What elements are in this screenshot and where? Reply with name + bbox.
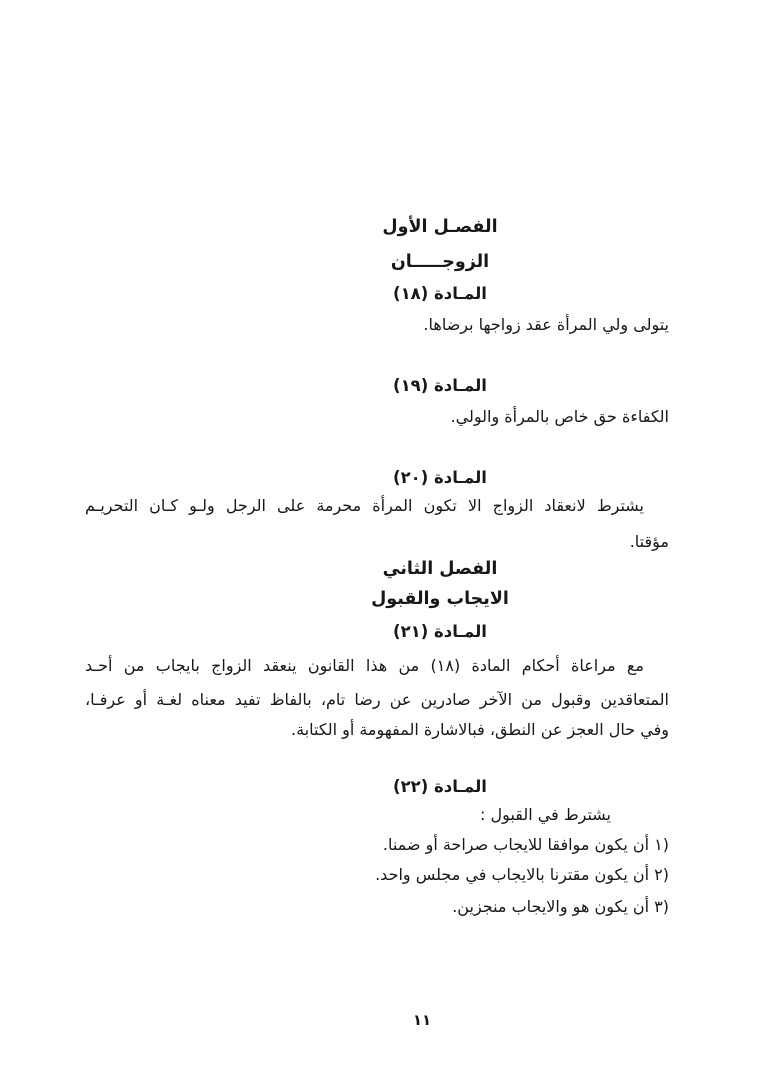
page-number: ١١ bbox=[412, 1011, 432, 1029]
chapter2-subtitle: الايجاب والقبول bbox=[371, 589, 509, 609]
chapter1-subtitle: الزوجـــــان bbox=[390, 252, 490, 272]
article19-body: الكفاءة حق خاص بالمرأة والولي. bbox=[450, 407, 669, 426]
article22-heading: المـادة (٢٢) bbox=[393, 777, 487, 796]
article21-line3: وفي حال العجز عن النطق، فبالاشارة المفهومة أو الكتابة. bbox=[291, 720, 669, 739]
list-item-3-text: أن يكون هو والايجاب منجزين. bbox=[452, 897, 650, 916]
article20-heading: المـادة (٢٠) bbox=[393, 468, 487, 487]
list-item-2 bbox=[85, 861, 669, 888]
article19-heading: المـادة (١٩) bbox=[393, 376, 487, 395]
list-item-3-marker: ٣) bbox=[654, 897, 669, 916]
article21-line1: مع مراعاة أحكام المادة (١٨) من هذا القانون ينعقد الزواج بايجاب من أحـد bbox=[85, 656, 644, 675]
article22-intro: يشترط في القبول : bbox=[480, 805, 611, 824]
list-item-3 bbox=[85, 893, 669, 920]
list-item-1 bbox=[85, 831, 669, 858]
list-item-2-text: أن يكون مقترنا بالايجاب في مجلس واحد. bbox=[375, 865, 650, 884]
article18-heading: المـادة (١٨) bbox=[393, 284, 487, 303]
list-item-1-text: أن يكون موافقا للايجاب صراحة أو ضمنا. bbox=[382, 835, 650, 854]
article20-line2: مؤقتا. bbox=[629, 532, 669, 551]
list-item-1-marker: ١) bbox=[654, 835, 669, 854]
chapter2-title: الفصل الثاني bbox=[382, 559, 498, 579]
list-item-2-marker: ٢) bbox=[654, 865, 669, 884]
chapter1-title: الفصـل الأول bbox=[382, 217, 498, 237]
article21-heading: المـادة (٢١) bbox=[393, 622, 487, 641]
article21-line2: المتعاقدين وقبول من الآخر صادرين عن رضا تام، بالفاظ تفيد معناه لغـة أو عرفـا، bbox=[85, 690, 669, 709]
article20-line1: يشترط لانعقاد الزواج الا تكون المرأة محرمة على الرجل ولـو كـان التحريـم bbox=[85, 496, 644, 515]
text-column bbox=[85, 0, 669, 1082]
article18-body: يتولى ولي المرأة عقد زواجها برضاها. bbox=[423, 315, 669, 334]
